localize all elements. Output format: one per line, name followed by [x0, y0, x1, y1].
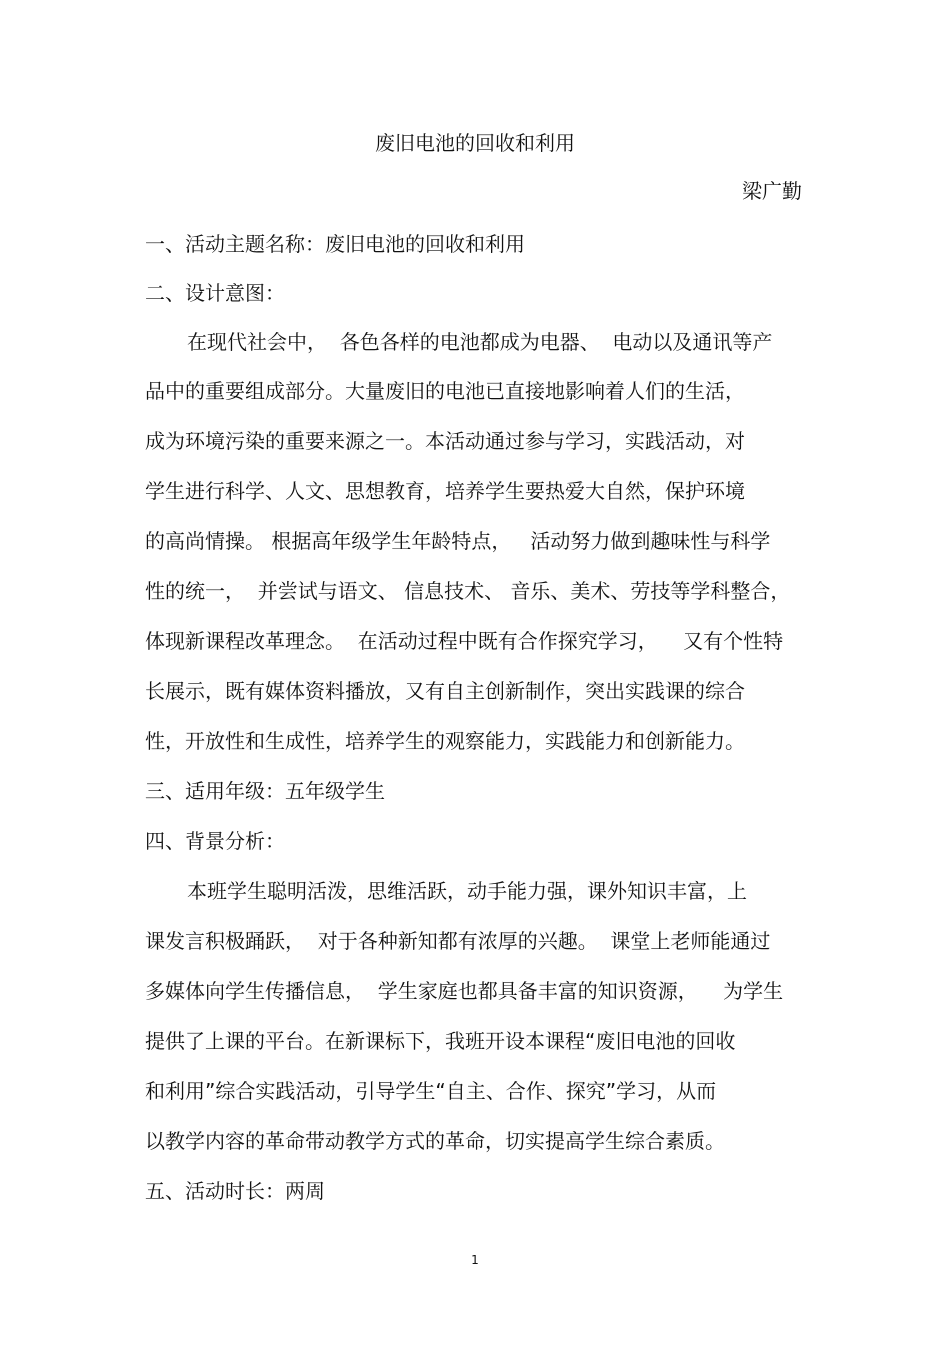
- paragraph-line: 性，开放性和生成性，培养学生的观察能力，实践能力和创新能力。: [145, 729, 745, 753]
- paragraph-line: 的高尚情操。 根据高年级学生年龄特点， 活动努力做到趣味性与科学: [145, 529, 771, 553]
- document-title: 废旧电池的回收和利用: [375, 131, 575, 155]
- page-number: 1: [471, 1253, 479, 1267]
- paragraph-line: 提供了上课的平台。在新课标下，我班开设本课程“废旧电池的回收: [145, 1029, 736, 1053]
- paragraph-line: 和利用”综合实践活动，引导学生“自主、合作、探究”学习，从而: [145, 1079, 717, 1103]
- section-heading-grade: 三、适用年级：五年级学生: [145, 779, 385, 803]
- section-heading-duration: 五、活动时长：两周: [145, 1179, 325, 1203]
- section-heading-theme: 一、活动主题名称：废旧电池的回收和利用: [145, 232, 525, 256]
- paragraph-line: 学生进行科学、人文、思想教育，培养学生要热爱大自然，保护环境: [145, 479, 745, 503]
- paragraph-line: 长展示，既有媒体资料播放，又有自主创新制作，突出实践课的综合: [145, 679, 745, 703]
- section-heading-design: 二、设计意图：: [145, 281, 285, 305]
- paragraph-line: 性的统一， 并尝试与语文、 信息技术、 音乐、美术、劳技等学科整合，: [145, 579, 791, 603]
- section-heading-background: 四、背景分析：: [145, 829, 285, 853]
- document-author: 梁广勤: [742, 179, 802, 203]
- paragraph-line: 以教学内容的革命带动教学方式的革命，切实提高学生综合素质。: [145, 1129, 725, 1153]
- paragraph-line: 体现新课程改革理念。 在活动过程中既有合作探究学习， 又有个性特: [145, 629, 784, 653]
- paragraph-line: 品中的重要组成部分。大量废旧的电池已直接地影响着人们的生活，: [145, 379, 745, 403]
- paragraph-line: 本班学生聪明活泼，思维活跃，动手能力强，课外知识丰富，上: [187, 879, 747, 903]
- paragraph-line: 课发言积极踊跃， 对于各种新知都有浓厚的兴趣。 课堂上老师能通过: [145, 929, 771, 953]
- paragraph-line: 成为环境污染的重要来源之一。本活动通过参与学习，实践活动，对: [145, 429, 745, 453]
- paragraph-line: 多媒体向学生传播信息， 学生家庭也都具备丰富的知识资源， 为学生: [145, 979, 784, 1003]
- paragraph-line: 在现代社会中， 各色各样的电池都成为电器、 电动以及通讯等产: [187, 330, 773, 354]
